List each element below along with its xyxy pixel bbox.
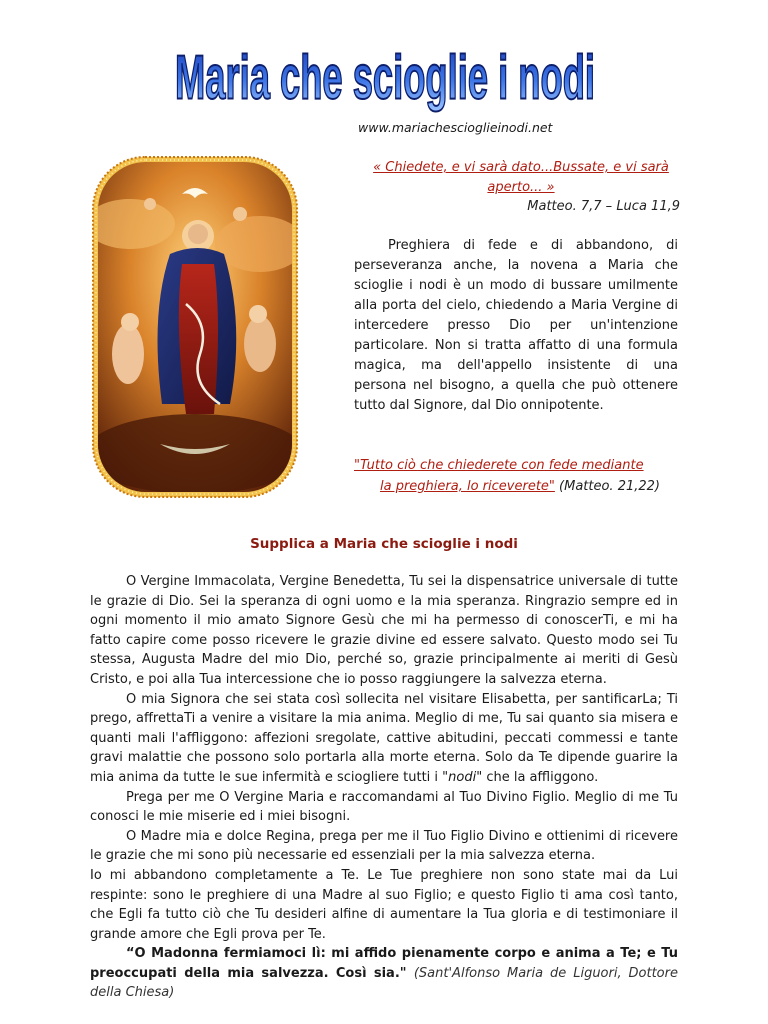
prayer-body bbox=[90, 572, 678, 1003]
closing-invocation bbox=[90, 944, 678, 1003]
nodi-word: nodi bbox=[448, 769, 477, 785]
page-title bbox=[160, 26, 610, 114]
gospel-quote: « Chiedete, e vi sarà dato...Bussate, e vi sarà aperto... » bbox=[373, 160, 669, 195]
prayer-paragraph-3: Prega per me O Vergine Maria e raccomandami al Tuo Divino Figlio. Meglio di me Tu conosci le mie miserie ed i miei bisogni. bbox=[90, 789, 678, 825]
closing-invocation-text: “O Madonna fermiamoci lì: mi affido pienamente corpo e anima a Te; e Tu preoccupati della mia salvezza. Così sia." bbox=[90, 946, 678, 981]
gospel-quote-reference: Matteo. 7,7 – Luca 11,9 bbox=[527, 199, 680, 214]
prayer-paragraph-2 bbox=[90, 690, 678, 788]
scripture-quote-line2: la preghiera, lo riceverete" bbox=[380, 479, 555, 494]
intro-paragraph: Preghiera di fede e di abbandono, di perseveranza anche, la novena a Maria che scioglie i nodi è un modo di bussare umilmente alla porta del cielo, chiedendo a Maria Vergine di intercedere presso Dio per un'intenzione particolare. Non si tratta affatto di una formula magica, ma dell'appello insistente di una persona nel bisogno, a quella che può ottenere tutto dal Signore, dal Dio onnipotente. bbox=[354, 238, 678, 413]
scripture-quote bbox=[354, 455, 694, 497]
scripture-quote-line1: "Tutto ciò che chiederete con fede mediante bbox=[354, 458, 644, 473]
title-wordart bbox=[160, 26, 610, 114]
prayer-heading: Supplica a Maria che scioglie i nodi bbox=[250, 536, 518, 552]
prayer-paragraph-2-end: " che la affliggono. bbox=[476, 769, 599, 785]
prayer-paragraph-2-text: O mia Signora che sei stata così sollecita nel visitare Elisabetta, per santificarLa; Ti prego, affrettaTi a venire a visitare la mia anima. Meglio di me, Tu sai quanto sia misera e quanti mali l'affliggono: affezioni sregolate, cattive abitudini, peccati commessi e tante gravi malattie che possono solo portarla alla morte eterna. Solo da Te dipende guarire la mia anima da tutte le sue infermità e sciogliere tutti i " bbox=[90, 691, 678, 785]
website-url: www.mariachescioglieinodi.net bbox=[358, 120, 553, 135]
painting-image bbox=[90, 154, 300, 500]
virgin-mary-painting-icon bbox=[90, 154, 300, 500]
prayer-paragraph-1: O Vergine Immacolata, Vergine Benedetta, Tu sei la dispensatrice universale di tutte le grazie di Dio. Sei la speranza di ogni uomo e la mia speranza. Ringrazio sempre ed in ogni momento il mio amato Signore Gesù che mi ha permesso di conoscerTi, e mi ha fatto capire come posso ricevere le grazie divine ed essere salvato. Questo modo sei Tu stessa, Augusta Madre del mio Dio, perché so, grazie principalmente ai meriti di Gesù Cristo, e poi alla Tua intercessione che io posso raggiungere la salvezza eterna. bbox=[90, 574, 678, 687]
prayer-paragraph-4: O Madre mia e dolce Regina, prega per me il Tuo Figlio Divino e ottienimi di ricevere le grazie che mi sono più necessarie ed essenziali per la mia salvezza eterna. bbox=[90, 828, 678, 864]
closing-invocation-reference: (Sant'Alfonso Maria de Liguori, Dottore della Chiesa) bbox=[90, 965, 678, 1001]
prayer-paragraph-5: Io mi abbandono completamente a Te. Le Tue preghiere non sono state mai da Lui respinte: sono le preghiere di una Madre al suo Figlio; e questo Figlio ti ama così tanto, che Egli fa tutto ciò che Tu desideri alfine di aumentare la Tua gloria e di testimoniare il grande amore che Egli prova per Te. bbox=[90, 867, 678, 942]
scripture-quote-reference: (Matteo. 21,22) bbox=[559, 479, 660, 494]
title-text: Maria che scioglie i nodi bbox=[175, 42, 595, 112]
